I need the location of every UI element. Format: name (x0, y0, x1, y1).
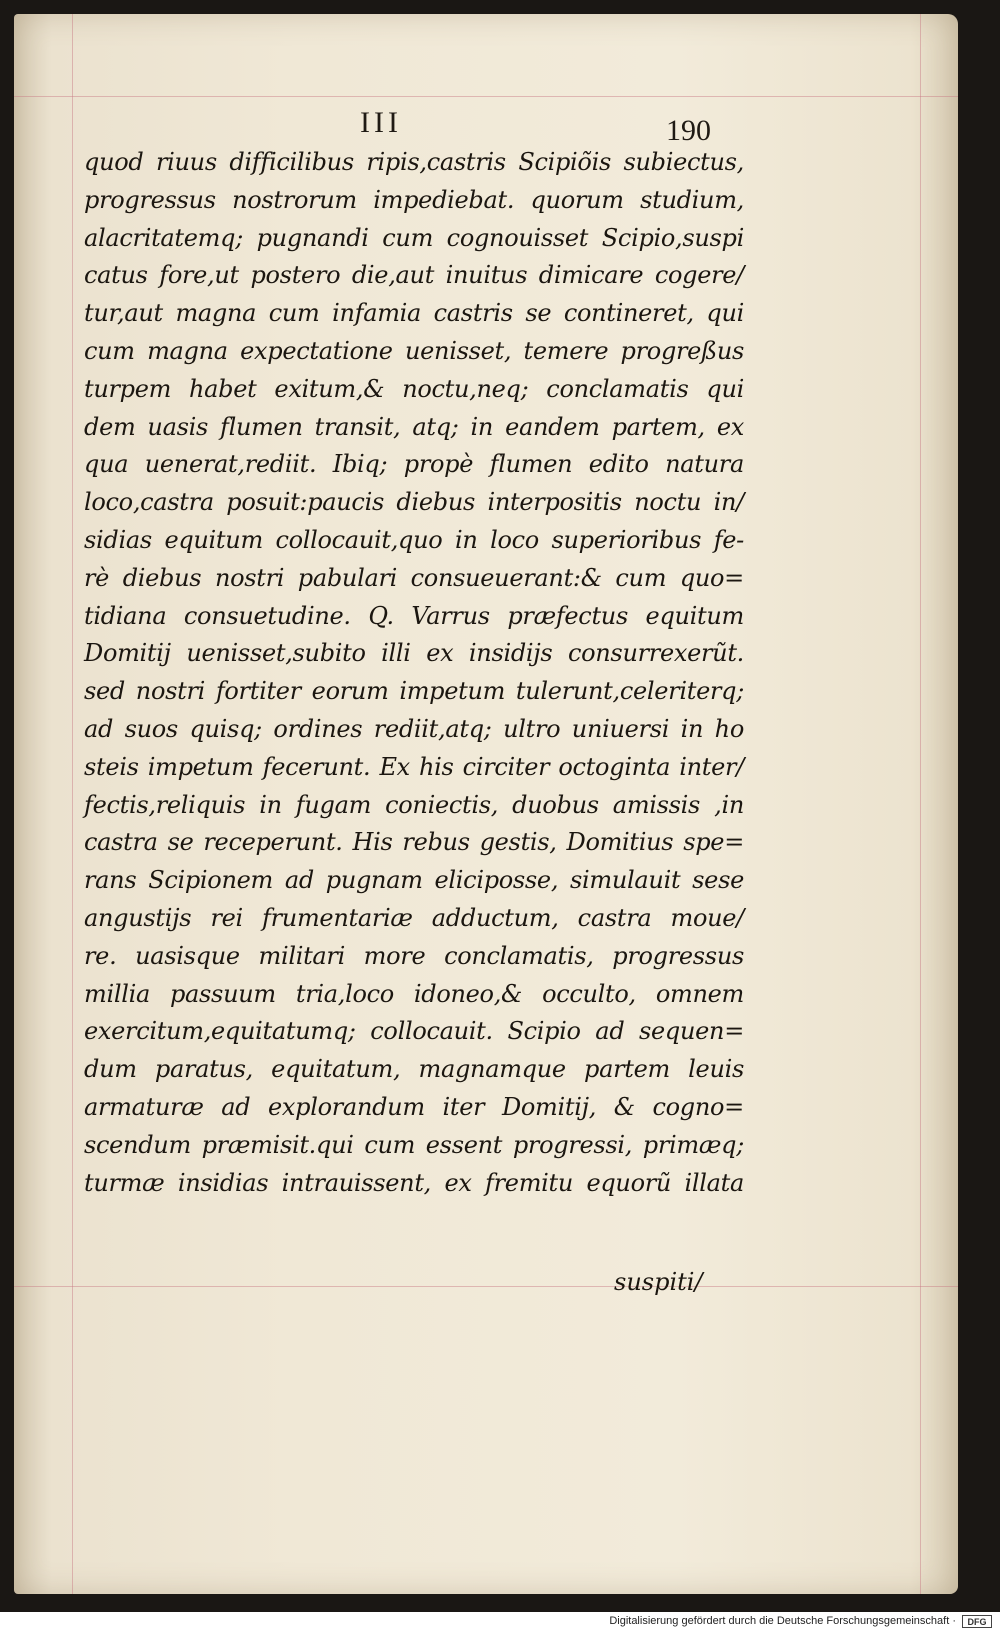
text-line: qua uenerat,rediit. Ibiq; propè flumen edito natura (84, 450, 744, 479)
funding-credit: Digitalisierung gefördert durch die Deutsche Forschungsgemeinschaft · (609, 1615, 956, 1627)
text-line: ad suos quisq; ordines rediit,atq; ultro uniuersi in ho (84, 714, 744, 743)
page-header (14, 106, 958, 146)
ruling-line-bottom (14, 1286, 958, 1287)
text-line: exercitum,equitatumq; collocauit. Scipio ad sequen= (84, 1017, 744, 1046)
dfg-logo: DFG (962, 1615, 992, 1628)
text-line: tidiana consuetudine. Q. Varrus præfectus equitum (84, 601, 744, 630)
text-line: castra se receperunt. His rebus gestis, Domitius spe= (84, 828, 744, 857)
text-line: re. uasisque militari more conclamatis, progressus (84, 941, 744, 970)
ruling-line-top (14, 96, 958, 97)
text-line: tur,aut magna cum infamia castris se contineret, qui (84, 299, 744, 328)
body-text (84, 144, 744, 1202)
catchword: suspiti/ (614, 1268, 703, 1296)
text-line: millia passuum tria,loco idoneo,& occulto, omnem (84, 979, 744, 1008)
text-line: cum magna expectatione uenisset, temere progreßus (84, 336, 744, 365)
text-line: progressus nostrorum impediebat. quorum studium, (84, 185, 744, 214)
text-line: rans Scipionem ad pugnam eliciposse, simulauit sese (84, 866, 744, 895)
ruling-line-left (72, 14, 73, 1594)
text-line: loco,castra posuit:paucis diebus interpositis noctu in/ (84, 488, 744, 517)
text-line: steis impetum fecerunt. Ex his circiter octoginta inter/ (84, 752, 744, 781)
digitization-footer (0, 1612, 1000, 1632)
text-line: dem uasis flumen transit, atq; in eandem partem, ex (84, 412, 744, 441)
text-line: catus fore,ut postero die,aut inuitus dimicare cogere/ (84, 261, 744, 290)
page-number: 190 (666, 114, 711, 147)
text-line: angustijs rei frumentariæ adductum, castra moue/ (84, 903, 744, 932)
text-line: alacritatemq; pugnandi cum cognouisset Scipio,suspi (84, 223, 744, 252)
text-line: sidias equitum collocauit,quo in loco superioribus fe- (84, 525, 744, 554)
text-line: fectis,reliquis in fugam coniectis, duobus amissis ,in (84, 790, 744, 819)
text-line: quod riuus difficilibus ripis,castris Scipiõis subiectus, (84, 148, 744, 176)
book-page (14, 14, 958, 1594)
text-line: rè diebus nostri pabulari consueuerant:& cum quo= (84, 563, 744, 592)
signature-mark: III (360, 106, 402, 139)
text-line: dum paratus, equitatum, magnamque partem leuis (84, 1055, 744, 1084)
text-line: turpem habet exitum,& noctu,neq; conclamatis qui (84, 374, 744, 403)
ruling-line-right (920, 14, 921, 1594)
text-line: sed nostri fortiter eorum impetum tulerunt,celeriterq; (84, 677, 744, 706)
text-line: turmæ insidias intrauissent, ex fremitu equorũ illata (84, 1168, 744, 1197)
text-line: armaturæ ad explorandum iter Domitij, & cogno= (84, 1092, 744, 1121)
text-line: scendum præmisit.qui cum essent progressi, primæq; (84, 1130, 744, 1159)
text-line: Domitij uenisset,subito illi ex insidijs consurrexerũt. (84, 639, 744, 668)
